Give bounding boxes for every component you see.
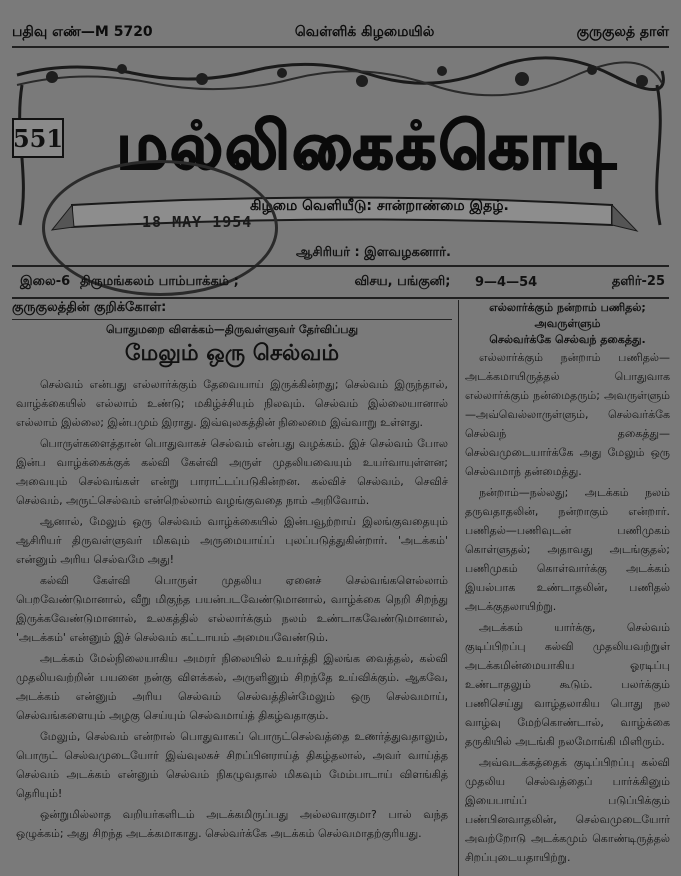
editor-line: ஆசிரியர் : இளவழகனார். <box>296 245 451 260</box>
couplet-line-3: செல்வர்க்கே செல்வந் தகைத்து. <box>489 333 646 346</box>
top-rule <box>12 46 669 48</box>
gurukulam-mark: குருகுலத் தாள் <box>576 24 669 40</box>
couplet-line-2: அவருள்ளும் <box>534 317 601 330</box>
issue-info-line <box>12 265 669 299</box>
couplet-line-1: எல்லார்க்கும் நன்றாம் பணிதல்; <box>489 301 646 314</box>
right-column <box>458 300 670 876</box>
masthead-title: மல்லிகைக்கொடி <box>116 108 618 184</box>
paragraph: நன்றாம்—நல்லது; அடக்கம் நலம் தருவதாதலின், நன்றாகும் என்றார். பணிதல்—பணிவுடன் பணிமுகம் கொள்ளுதல்; அதாவது அடங்குதல்; பணிமுகம் கொள்வார்க்கு அடக்கம் இயல்பாக உண்டாதலின், பணிதல் அடக்குதலாயிற்று. <box>465 486 670 613</box>
left-column <box>12 300 452 876</box>
paragraph: செல்வம் என்பது எல்லார்க்கும் தேவையாய் இருக்கின்றது; செல்வம் இருந்தால், வாழ்க்கையில் எல்லாம் உண்டு; மகிழ்ச்சியும் நிலவும். செல்வம் இல்லையானால் எல்லாம் இல்லை; இன்பமும் இராது. இவ்வுலகத்தின் நிலைமை இவ்வாறு உள்ளது. <box>16 378 448 429</box>
article-headline: மேலும் ஒரு செல்வம் <box>124 340 340 366</box>
paragraph: கல்வி கேள்வி பொருள் முதலிய ஏனைச் செல்வங்களெல்லாம் பெறவேண்டுமானால், வீறு மிகுந்த பயன்படவேண்டுமானால், வாழ்க்கை நெறி சிறந்து இருக்கவேண்டுமானால், உலகத்தில் எல்லார்க்கும் நலம் உண்டாகவேண்டுமானால், 'அடக்கம்' என்னும் இச் செல்வம் கட்டாயம் அமையவேண்டும். <box>16 574 448 644</box>
masthead-subtitle: கிழமை வெளியீடு: சான்றாண்மை இதழ். <box>250 198 509 214</box>
paragraph: எல்லார்க்கும் நன்றாம் பணிதல்—அடக்கமாயிருத்தல் பொதுவாக எல்லார்க்கும் நன்மைதரும்; அவருள்ளும்—அவ்வெல்லாருள்ளும், செல்வர்க்கே செல்வந் தகைத்து—செல்வமுடையார்க்கே அது மேலும் ஒரு செல்வமாந் தன்மைத்து. <box>465 351 670 478</box>
place: திருமங்கலம் பாம்பாக்கம் ; <box>80 274 239 289</box>
paragraph: பொருள்களைத்தான் பொதுவாகச் செல்வம் என்பது வழக்கம். இச் செல்வம் போல இன்ப வாழ்க்கைக்குக் கல்வி கேள்வி அருள் முதலியவையும் உயர்வாயுள்ளன; அவையும் செல்வங்கள் என்று பாராட்டப்படுகின்றன. கல்விச் செல்வம், செவிச் செல்வம், அருட்செல்வம் என்றெல்லாம் வழங்குவதை நாம் அறிவோம். <box>16 437 448 507</box>
paragraph: மேலும், செல்வம் என்றால் பொதுவாகப் பொருட்செல்வத்தை உணர்த்துவதாலும், பொருட் செல்வமுடையோர் இவ்வுலகச் சிறப்பினராய்த் திகழ்தலால், அவர் வாய்த்த செல்வம் அடக்கம் என்னும் செல்வம் நிகழுவதால் மிகவும் மேம்பாடாய் விளங்கித் தெரியும்! <box>16 730 448 800</box>
paragraph: அடக்கம் யார்க்கு, செல்வம் குடிப்பிறப்பு கல்வி முதலியவற்றுள் அடக்கமின்மையாகிய ஓரடிப்பு உண்டாதலும் கூடும். பலர்க்கும் பணிசெய்து வாழ்தலாகிய பொது நல வாழ்வு மேற்கொண்டால், வாழ்க்கை தருகியில் அடங்கி நலமோங்கி மிளிரும். <box>465 621 670 748</box>
paragraph: ஆனால், மேலும் ஒரு செல்வம் வாழ்க்கையில் இன்பவூற்றாய் இலங்குவதையும் ஆசிரியர் திருவள்ளுவர் மிகவும் அருமையாய்ப் புலப்படுத்துகின்றார். 'அடக்கம்' என்னும் அரிய செல்வமே அது! <box>16 515 448 566</box>
paragraph: அடக்கம் மேல்நிலையாகிய அமரர் நிலையில் உயர்த்தி இலங்க வைத்தல், கல்வி முதலியவற்றின் பயனை நன்கு விளக்கல், அருளினும் சிறந்தே உய்விக்கும். ஆகவே, அடக்கம் என்னும் அரிய செல்வம் செல்வத்தின்மேலும் ஒரு செல்வமாய், செல்வங்களையும் அழகு செய்யும் செல்வமாய்த் திகழ்வதாகும். <box>16 652 448 722</box>
section-title: குருகுலத்தின் குறிக்கோள்: <box>12 300 452 320</box>
volume: இலை-6 <box>20 274 71 289</box>
issue-flower: தளிர்-25 <box>611 274 665 289</box>
publication-day: வெள்ளிக் கிழமையில் <box>294 24 435 40</box>
date: 9—4—54 <box>475 274 538 290</box>
section-subheading: பொதுமறை விளக்கம்—திருவள்ளுவர் தேர்விப்பது <box>105 323 359 336</box>
registration-number: பதிவு எண்—M 5720 <box>12 24 153 40</box>
tamil-date: விசய, பங்குனி; <box>354 274 451 289</box>
paragraph: ஒன்றுமில்லாத வறியர்களிடம் அடக்கமிருப்பது அல்லவாகுமா? பால் வந்த ஒழுக்கம்; அது சிறந்த அடக்கமாகாது. செல்வர்க்கே அடக்கம் செல்வமாதற்குரியது. <box>16 808 448 840</box>
stamp-date: 18 MAY 1954 <box>142 213 253 231</box>
top-line <box>12 22 669 44</box>
paragraph: அவ்வடக்கத்தைக் குடிப்பிறப்பு கல்வி முதலிய செல்வத்தைப் பார்க்கினும் இயைபாய்ப் படுப்பிக்கும் பண்பினவாதலின், செல்வமுடையோர் அவற்றோடு அடக்கமும் கொண்டிருத்தல் சிறப்புடையதாயிற்று. <box>465 756 670 864</box>
issue-number: 551 <box>12 118 64 158</box>
